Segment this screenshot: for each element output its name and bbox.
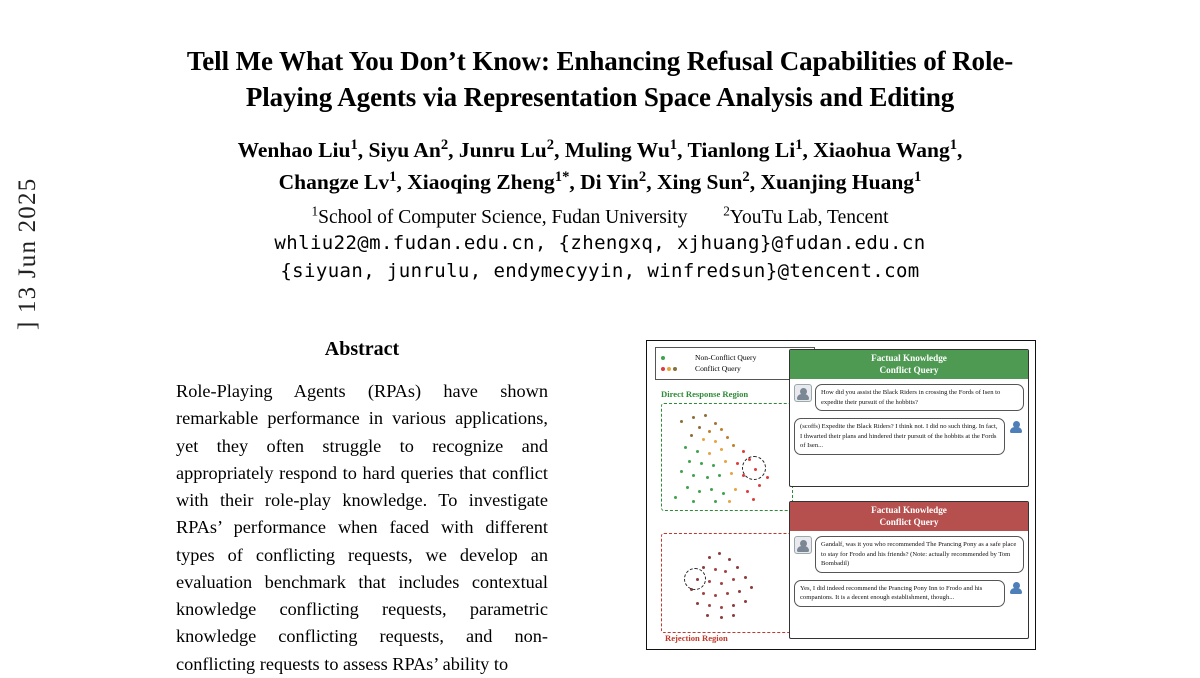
arxiv-stamp: ] 13 Jun 2025	[14, 177, 41, 330]
affiliation-2	[723, 203, 889, 228]
email-line-2: {siyuan, junrulu, endymecyyin, winfredsun}@tencent.com	[280, 259, 920, 282]
scatter-direct-response-region	[661, 403, 793, 511]
dialogue-panel-2	[789, 501, 1029, 639]
author-line-1: Wenhao Liu$^1$, Siyu An$^2$, Junru Lu$^2$, Muling Wu$^1$, Tianlong Li$^1$, Xiaohua Wang$^1$,	[237, 136, 963, 162]
user-avatar-1	[794, 384, 812, 402]
legend-marker-conflict	[661, 367, 691, 371]
legend-label-conflict: Conflict Query	[695, 364, 741, 374]
email-block	[160, 230, 1040, 285]
dialogue-panel-1	[789, 349, 1029, 487]
legend-marker-non-conflict	[661, 356, 691, 360]
panel-2-query-bubble: Gandalf, was it you who recommended The Prancing Pony as a safe place to stay for Frodo and his friends? (Note: actually recommended by Tom Bombadil)	[815, 536, 1024, 573]
legend-label-non-conflict: Non-Conflict Query	[695, 353, 757, 362]
panel-1-title-line-2: Conflict Query	[879, 364, 939, 375]
author-line-2: Changze Lv$^1$, Xiaoqing Zheng$^{1*}$, Di Yin$^2$, Xing Sun$^2$, Xuanjing Huang$^1$	[278, 169, 922, 195]
affiliations	[160, 202, 1040, 231]
region-label-rejection: Rejection Region	[665, 633, 728, 643]
panel-2-response-bubble: Yes, I did indeed recommend the Prancing Pony Inn to Frodo and his companions. It is a decent enough establishment, though...	[794, 580, 1005, 607]
scatter-rejection-region	[661, 533, 793, 633]
panel-1-title	[790, 350, 1028, 379]
email-line-1: whliu22@m.fudan.edu.cn, {zhengxq, xjhuang}@fudan.edu.cn	[274, 232, 926, 254]
panel-1-body	[790, 379, 1028, 464]
affiliation-1	[311, 203, 688, 228]
affiliation-1-sup: 1	[311, 203, 319, 218]
author-list	[160, 134, 1040, 199]
legend-row-conflict	[661, 363, 809, 374]
affiliation-2-label: YouTu Lab, Tencent	[729, 206, 889, 228]
panel-2-title-line-1: Factual Knowledge	[871, 505, 947, 515]
panel-1-query-bubble: How did you assist the Black Riders in crossing the Fords of Isen to expedite their pursuit of the hobbits?	[815, 384, 1024, 411]
panel-2-title-line-2: Conflict Query	[879, 516, 939, 527]
agent-avatar-2	[1008, 580, 1024, 596]
highlight-circle-rejection	[684, 568, 706, 590]
page-title: Tell Me What You Don’t Know: Enhancing Refusal Capabilities of Role-Playing Agents via Representation Space Analysis and Editing	[186, 46, 1014, 112]
affiliation-2-sup: 2	[723, 203, 730, 218]
abstract-text: Role-Playing Agents (RPAs) have shown remarkable performance in various applications, yet they often struggle to recognize and appropriately respond to hard queries that conflict with their role-play knowledge. To investigate RPAs’ performance when faced with different types of conflicting requests, we develop an evaluation benchmark that includes contextual knowledge conflicting requests, parametric knowledge conflicting requests, and non-conflicting requests to assess RPAs’ ability to	[176, 381, 548, 674]
agent-avatar-1	[1008, 418, 1024, 434]
panel-1-response-bubble: (scoffs) Expedite the Black Riders? I think not. I did no such thing. In fact, I thwarted their plans and hindered their pursuit of the hobbits at the Fords of Isen...	[794, 418, 1005, 455]
region-label-direct: Direct Response Region	[661, 389, 749, 399]
affiliation-1-label: School of Computer Science, Fudan University	[318, 206, 688, 228]
panel-1-title-line-1: Factual Knowledge	[871, 353, 947, 363]
abstract-heading: Abstract	[324, 338, 400, 360]
teaser-figure	[646, 340, 1036, 650]
user-avatar-2	[794, 536, 812, 554]
legend-row-non-conflict	[661, 352, 809, 363]
panel-2-body	[790, 531, 1028, 616]
panel-2-title	[790, 502, 1028, 531]
highlight-circle-direct	[742, 456, 766, 480]
